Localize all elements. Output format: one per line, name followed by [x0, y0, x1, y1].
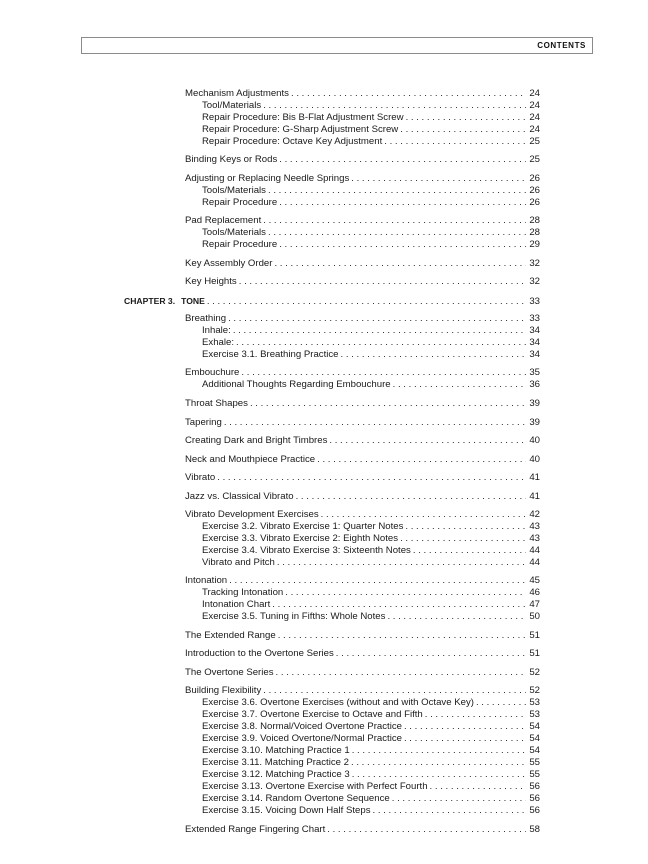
toc-chapter-entry[interactable]: [124, 295, 540, 307]
toc-page-number: 54: [529, 745, 540, 756]
toc-page-number: 34: [529, 325, 540, 336]
toc-subentry[interactable]: [202, 227, 540, 239]
dot-leader: [400, 533, 526, 545]
toc-entry-title: Vibrato: [185, 472, 216, 483]
toc-entry-title: Exercise 3.15. Voicing Down Half Steps: [202, 805, 371, 816]
dot-leader: [336, 648, 526, 660]
dot-leader: [400, 124, 526, 136]
toc-entry-title: Embouchure: [185, 367, 240, 378]
toc-subentry[interactable]: [202, 599, 540, 611]
toc-page-number: 52: [529, 685, 540, 696]
toc-entry[interactable]: [185, 824, 540, 836]
toc-entry-title: Vibrato and Pitch: [202, 557, 275, 568]
toc-page-number: 51: [529, 648, 540, 659]
toc-page-number: 32: [529, 258, 540, 269]
dot-leader: [291, 88, 526, 100]
toc-entry-title: Repair Procedure: G-Sharp Adjustment Screw: [202, 124, 399, 135]
toc-entry-title: Throat Shapes: [185, 398, 248, 409]
toc-entry[interactable]: [185, 509, 540, 521]
toc-subentry[interactable]: [202, 239, 540, 251]
dot-leader: [413, 545, 526, 557]
toc-page-number: 28: [529, 215, 540, 226]
toc-entry-title: Repair Procedure: Bis B-Flat Adjustment Screw: [202, 112, 404, 123]
toc-entry-title: Jazz vs. Classical Vibrato: [185, 491, 294, 502]
dot-leader: [277, 557, 526, 569]
toc-subentry[interactable]: [202, 793, 540, 805]
toc-entry-title: Exercise 3.2. Vibrato Exercise 1: Quarter Notes: [202, 521, 404, 532]
toc-page-number: 41: [529, 491, 540, 502]
dot-leader: [263, 100, 526, 112]
toc-page-number: 55: [529, 757, 540, 768]
toc-entry-title: Exercise 3.5. Tuning in Fifths: Whole Notes: [202, 611, 386, 622]
dot-leader: [351, 757, 526, 769]
toc-entry-title: Additional Thoughts Regarding Embouchure: [202, 379, 391, 390]
toc-entry-title: Repair Procedure: [202, 197, 278, 208]
toc-entry-title: Neck and Mouthpiece Practice: [185, 454, 316, 465]
toc-entry-title: Tapering: [185, 417, 222, 428]
toc-subentry[interactable]: [202, 521, 540, 533]
toc-page-number: 43: [529, 533, 540, 544]
dot-leader: [278, 630, 526, 642]
toc-entry[interactable]: [185, 258, 540, 270]
dot-leader: [239, 276, 526, 288]
toc-subentry[interactable]: [202, 349, 540, 361]
toc-page-number: 44: [529, 545, 540, 556]
toc-subentry[interactable]: [202, 745, 540, 757]
toc-page-number: 46: [529, 587, 540, 598]
toc-entry[interactable]: [185, 276, 540, 288]
toc-entry-title: Exercise 3.11. Matching Practice 2: [202, 757, 349, 768]
toc-entry[interactable]: [185, 417, 540, 429]
dot-leader: [268, 185, 526, 197]
running-header: [81, 37, 593, 54]
toc-page-number: 56: [529, 805, 540, 816]
toc-page-number: 54: [529, 733, 540, 744]
toc-page-number: 24: [529, 88, 540, 99]
dot-leader: [352, 769, 526, 781]
toc-entry-title: Tools/Materials: [202, 227, 266, 238]
toc-page-number: 44: [529, 557, 540, 568]
toc-entry-title: Exercise 3.9. Voiced Overtone/Normal Practice: [202, 733, 402, 744]
toc-subentry[interactable]: [202, 185, 540, 197]
toc-entry-title: Exercise 3.1. Breathing Practice: [202, 349, 339, 360]
toc-entry-title: Repair Procedure: Octave Key Adjustment: [202, 136, 383, 147]
toc-entry-title: Key Heights: [185, 276, 237, 287]
toc-page-number: 51: [529, 630, 540, 641]
dot-leader: [317, 454, 526, 466]
toc-entry-title: Binding Keys or Rods: [185, 154, 278, 165]
dot-leader: [250, 398, 526, 410]
dot-leader: [224, 417, 526, 429]
toc-page-number: 26: [529, 197, 540, 208]
dot-leader: [351, 173, 526, 185]
toc-page-number: 40: [529, 454, 540, 465]
toc-entry-title: Repair Procedure: [202, 239, 278, 250]
toc-entry-title: The Extended Range: [185, 630, 276, 641]
toc-page-number: 32: [529, 276, 540, 287]
toc-entry-title: Building Flexibility: [185, 685, 262, 696]
dot-leader: [406, 112, 526, 124]
chapter-label: CHAPTER 3.: [124, 296, 176, 306]
toc-entry[interactable]: [185, 685, 540, 697]
toc-page-number: 42: [529, 509, 540, 520]
toc-subentry[interactable]: [202, 769, 540, 781]
toc-entry-title: Breathing: [185, 313, 227, 324]
toc-page-number: 56: [529, 781, 540, 792]
toc-page-number: 43: [529, 521, 540, 532]
toc-entry-title: Exercise 3.14. Random Overtone Sequence: [202, 793, 390, 804]
toc-page-number: 33: [529, 296, 540, 307]
toc-page-number: 34: [529, 337, 540, 348]
dot-leader: [321, 509, 526, 521]
toc-entry-title: Exercise 3.13. Overtone Exercise with Perfect Fourth: [202, 781, 428, 792]
toc-subentry[interactable]: [202, 733, 540, 745]
dot-leader: [268, 227, 526, 239]
toc-page-number: 25: [529, 136, 540, 147]
toc-entry[interactable]: [185, 454, 540, 466]
toc-subentry[interactable]: [202, 781, 540, 793]
toc-subentry[interactable]: [202, 721, 540, 733]
toc-entry[interactable]: [185, 154, 540, 166]
toc-entry[interactable]: [185, 313, 540, 325]
toc-entry-title: Key Assembly Order: [185, 258, 273, 269]
toc-entry[interactable]: [185, 491, 540, 503]
dot-leader: [387, 611, 526, 623]
toc-subentry[interactable]: [202, 545, 540, 557]
toc-page-number: 52: [529, 667, 540, 678]
toc-entry-title: Exercise 3.7. Overtone Exercise to Octave and Fifth: [202, 709, 423, 720]
toc-page-number: 39: [529, 417, 540, 428]
toc-entry-title: Pad Replacement: [185, 215, 262, 226]
chapter-title: TONE: [181, 296, 205, 306]
toc-entry-title: Mechanism Adjustments: [185, 88, 289, 99]
toc-entry[interactable]: [185, 88, 540, 100]
toc-page-number: 35: [529, 367, 540, 378]
dot-leader: [341, 349, 526, 361]
toc-entry-title: Adjusting or Replacing Needle Springs: [185, 173, 350, 184]
dot-leader: [279, 154, 526, 166]
toc-page-number: 54: [529, 721, 540, 732]
toc-subentry[interactable]: [202, 325, 540, 337]
dot-leader: [373, 805, 526, 817]
dot-leader: [296, 491, 526, 503]
dot-leader: [430, 781, 526, 793]
toc-subentry[interactable]: [202, 611, 540, 623]
toc-page-number: 47: [529, 599, 540, 610]
toc-page-number: 34: [529, 349, 540, 360]
toc-entry[interactable]: [185, 630, 540, 642]
toc-entry-title: The Overtone Series: [185, 667, 274, 678]
toc-entry-title: Inhale:: [202, 325, 231, 336]
running-header-title: CONTENTS: [537, 41, 586, 50]
toc-page-number: 26: [529, 185, 540, 196]
toc-page-number: 36: [529, 379, 540, 390]
dot-leader: [263, 215, 526, 227]
toc-subentry[interactable]: [202, 124, 540, 136]
toc-entry[interactable]: [185, 667, 540, 679]
dot-leader: [327, 824, 526, 836]
toc-entry[interactable]: [185, 435, 540, 447]
toc-entry[interactable]: [185, 648, 540, 660]
toc-page-number: 50: [529, 611, 540, 622]
dot-leader: [279, 239, 526, 251]
toc-entry[interactable]: [185, 472, 540, 484]
toc-entry-title: Exercise 3.10. Matching Practice 1: [202, 745, 350, 756]
toc-entry-title: Exercise 3.3. Vibrato Exercise 2: Eighth Notes: [202, 533, 399, 544]
toc-subentry[interactable]: [202, 587, 540, 599]
toc-entry-title: Vibrato Development Exercises: [185, 509, 319, 520]
dot-leader: [276, 667, 526, 679]
toc-entry-title: Tools/Materials: [202, 185, 266, 196]
dot-leader: [274, 258, 526, 270]
dot-leader: [241, 367, 526, 379]
toc-page-number: 33: [529, 313, 540, 324]
dot-leader: [263, 685, 526, 697]
toc-entry-title: Intonation Chart: [202, 599, 271, 610]
toc-page-number: 53: [529, 697, 540, 708]
toc-subentry[interactable]: [202, 136, 540, 148]
toc-subentry[interactable]: [202, 805, 540, 817]
toc-page-number: 39: [529, 398, 540, 409]
toc-subentry[interactable]: [202, 697, 540, 709]
dot-leader: [285, 587, 526, 599]
toc-subentry[interactable]: [202, 379, 540, 391]
toc-page-number: 28: [529, 227, 540, 238]
dot-leader: [236, 337, 526, 349]
toc-page-number: 24: [529, 100, 540, 111]
dot-leader: [352, 745, 526, 757]
dot-leader: [393, 379, 526, 391]
toc-page-number: 24: [529, 124, 540, 135]
toc-page-number: 24: [529, 112, 540, 123]
toc-entry-title: Exercise 3.6. Overtone Exercises (without and with Octave Key): [202, 697, 474, 708]
toc-subentry[interactable]: [202, 197, 540, 209]
toc-entry[interactable]: [185, 367, 540, 379]
dot-leader: [404, 721, 526, 733]
dot-leader: [228, 313, 526, 325]
toc-subentry[interactable]: [202, 557, 540, 569]
toc-page-number: 45: [529, 575, 540, 586]
toc-subentry[interactable]: [202, 757, 540, 769]
dot-leader: [425, 709, 526, 721]
toc-entry[interactable]: [185, 173, 540, 185]
toc-page-number: 40: [529, 435, 540, 446]
dot-leader: [404, 733, 526, 745]
dot-leader: [207, 296, 526, 308]
toc-page-number: 58: [529, 824, 540, 835]
toc-entry-title: Tool/Materials: [202, 100, 262, 111]
toc-entry-title: Intonation: [185, 575, 228, 586]
dot-leader: [229, 575, 526, 587]
toc-entry[interactable]: [185, 398, 540, 410]
toc-entry-title: Exercise 3.4. Vibrato Exercise 3: Sixteenth Notes: [202, 545, 411, 556]
dot-leader: [392, 793, 526, 805]
toc-entry-title: Exhale:: [202, 337, 234, 348]
toc-subentry[interactable]: [202, 709, 540, 721]
dot-leader: [279, 197, 526, 209]
dot-leader: [217, 472, 526, 484]
toc-page-number: 29: [529, 239, 540, 250]
toc-page-number: 56: [529, 793, 540, 804]
toc-subentry[interactable]: [202, 112, 540, 124]
dot-leader: [384, 136, 526, 148]
toc-subentry[interactable]: [202, 533, 540, 545]
toc-entry-title: Tracking Intonation: [202, 587, 284, 598]
toc-entry-title: Exercise 3.12. Matching Practice 3: [202, 769, 350, 780]
toc-entry-title: Extended Range Fingering Chart: [185, 824, 326, 835]
toc-page-number: 26: [529, 173, 540, 184]
dot-leader: [405, 521, 526, 533]
toc-entry[interactable]: [185, 215, 540, 227]
toc-subentry[interactable]: [202, 337, 540, 349]
toc-entry-title: Creating Dark and Bright Timbres: [185, 435, 328, 446]
dot-leader: [476, 697, 526, 709]
toc-entry-title: Introduction to the Overtone Series: [185, 648, 334, 659]
toc-page-number: 53: [529, 709, 540, 720]
dot-leader: [272, 599, 526, 611]
toc-subentry[interactable]: [202, 100, 540, 112]
toc-entry[interactable]: [185, 575, 540, 587]
dot-leader: [329, 435, 526, 447]
dot-leader: [233, 325, 526, 337]
toc-entry-title: Exercise 3.8. Normal/Voiced Overtone Practice: [202, 721, 402, 732]
toc-page-number: 41: [529, 472, 540, 483]
toc-page-number: 25: [529, 154, 540, 165]
toc-page-number: 55: [529, 769, 540, 780]
